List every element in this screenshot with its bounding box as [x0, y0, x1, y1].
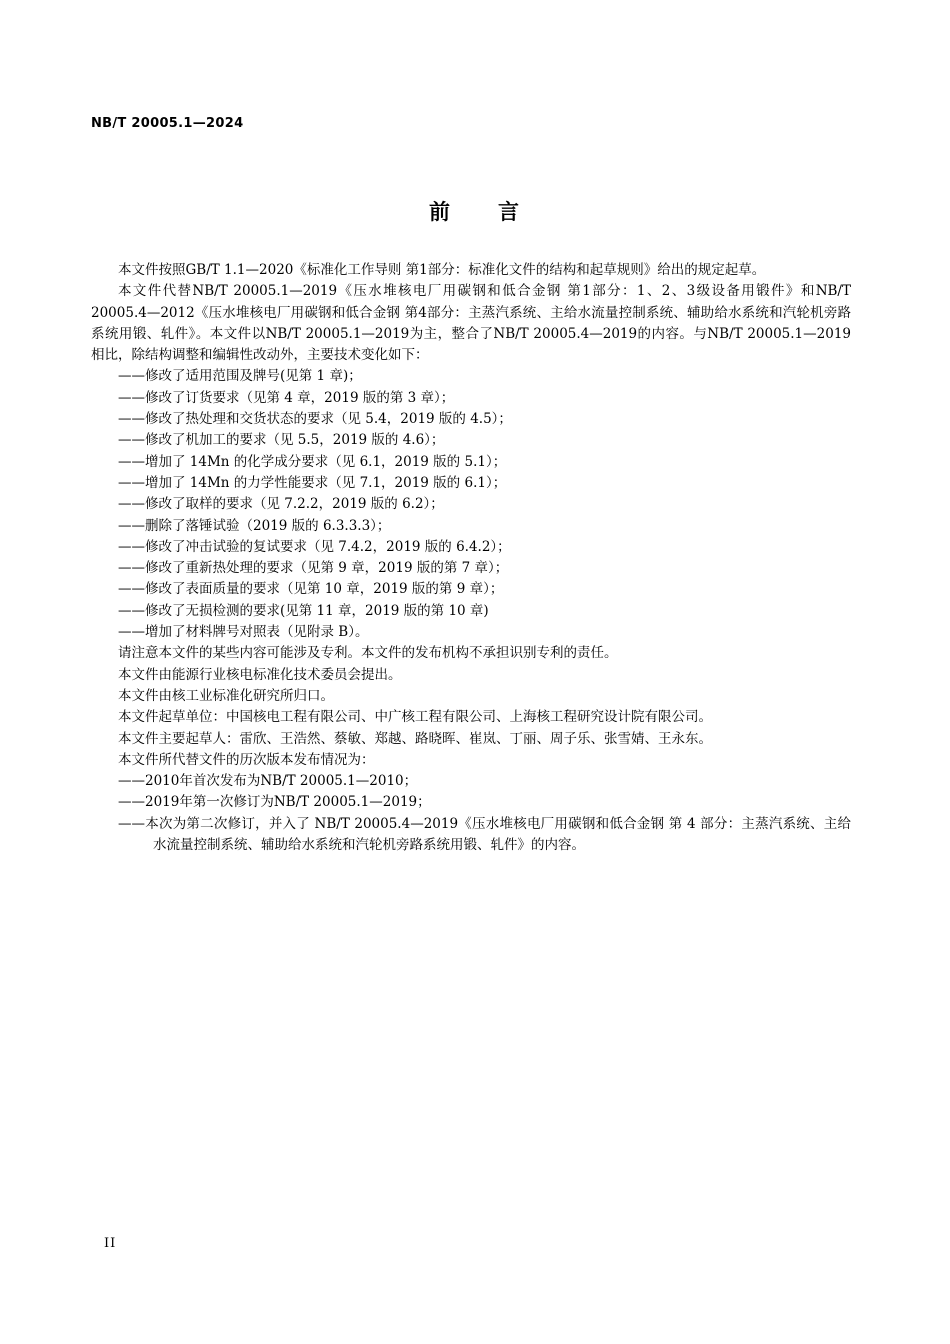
notice-paragraph: 本文件由核工业标准化研究所归口。: [118, 687, 334, 704]
notice-paragraph: 本文件主要起草人：雷欣、王浩然、蔡敏、郑越、路晓晖、崔岚、丁丽、周子乐、张雪婧、王永东。: [118, 730, 712, 747]
intro-paragraph: 本文件按照GB/T 1.1—2020《标准化工作导则 第1部分：标准化文件的结构和起草规则》给出的规定起草。: [118, 262, 766, 278]
change-item: ——增加了 14Mn 的力学性能要求（见 7.1，2019 版的 6.1）；: [118, 474, 507, 491]
change-item: ——修改了热处理和交货状态的要求（见 5.4，2019 版的 4.5）；: [118, 411, 512, 428]
notice-paragraph: 本文件由能源行业核电标准化技术委员会提出。: [118, 666, 402, 683]
change-item: ——增加了 14Mn 的化学成分要求（见 6.1，2019 版的 5.1）；: [118, 453, 507, 470]
notice-paragraph: 本文件起草单位：中国核电工程有限公司、中广核工程有限公司、上海核工程研究设计院有限公司。: [118, 709, 712, 726]
change-item: ——修改了重新热处理的要求（见第 9 章，2019 版的第 7 章）；: [118, 560, 509, 577]
foreword-body: [91, 260, 851, 856]
change-item: ——删除了落锤试验（2019 版的 6.3.3.3）；: [118, 517, 391, 534]
change-item: ——增加了材料牌号对照表（见附录 B）。: [118, 624, 369, 641]
notice-paragraph: 本文件所代替文件的历次版本发布情况为：: [118, 751, 375, 768]
notice-paragraph: 请注意本文件的某些内容可能涉及专利。本文件的发布机构不承担识别专利的责任。: [118, 645, 618, 662]
page-number: II: [104, 1236, 117, 1251]
history-item: ——本次为第二次修订，并入了 NB/T 20005.4—2019《压水堆核电厂用碳钢和低合金钢 第 4 部分：主蒸汽系统、主给水流量控制系统、辅助给水系统和汽轮机旁路系统用锻、轧件》的内容。: [118, 815, 851, 854]
history-item: ——2010年首次发布为NB/T 20005.1—2010；: [118, 773, 418, 790]
change-item: ——修改了取样的要求（见 7.2.2，2019 版的 6.2）；: [118, 496, 444, 513]
change-item: ——修改了适用范围及牌号(见第 1 章)；: [118, 368, 362, 385]
change-item: ——修改了无损检测的要求(见第 11 章，2019 版的第 10 章): [118, 602, 489, 619]
document-code: NB/T 20005.1—2024: [91, 116, 244, 131]
page-title: 前 言: [429, 200, 521, 224]
change-item: ——修改了冲击试验的复试要求（见 7.4.2，2019 版的 6.4.2）；: [118, 538, 511, 555]
change-item: ——修改了机加工的要求（见 5.5，2019 版的 4.6）；: [118, 432, 445, 449]
history-item: ——2019年第一次修订为NB/T 20005.1—2019；: [118, 794, 431, 811]
intro-paragraph: 本文件代替NB/T 20005.1—2019《压水堆核电厂用碳钢和低合金钢 第1部分：1、2、3级设备用锻件》和NB/T 20005.4—2012《压水堆核电厂用碳钢和低合金钢 第4部分：主蒸汽系统、主给水流量控制系统、辅助给水系统和汽轮机旁路系统用锻、轧件》。本文件以NB/T 20005.1—2019为主，整合了NB/T 20005.4—2019的内容。与NB/T 20005.1—2019相比，除结构调整和编辑性改动外，主要技术变化如下：: [91, 283, 851, 364]
change-item: ——修改了表面质量的要求（见第 10 章，2019 版的第 9 章）；: [118, 581, 504, 598]
change-item: ——修改了订货要求（见第 4 章，2019 版的第 3 章）；: [118, 389, 455, 406]
